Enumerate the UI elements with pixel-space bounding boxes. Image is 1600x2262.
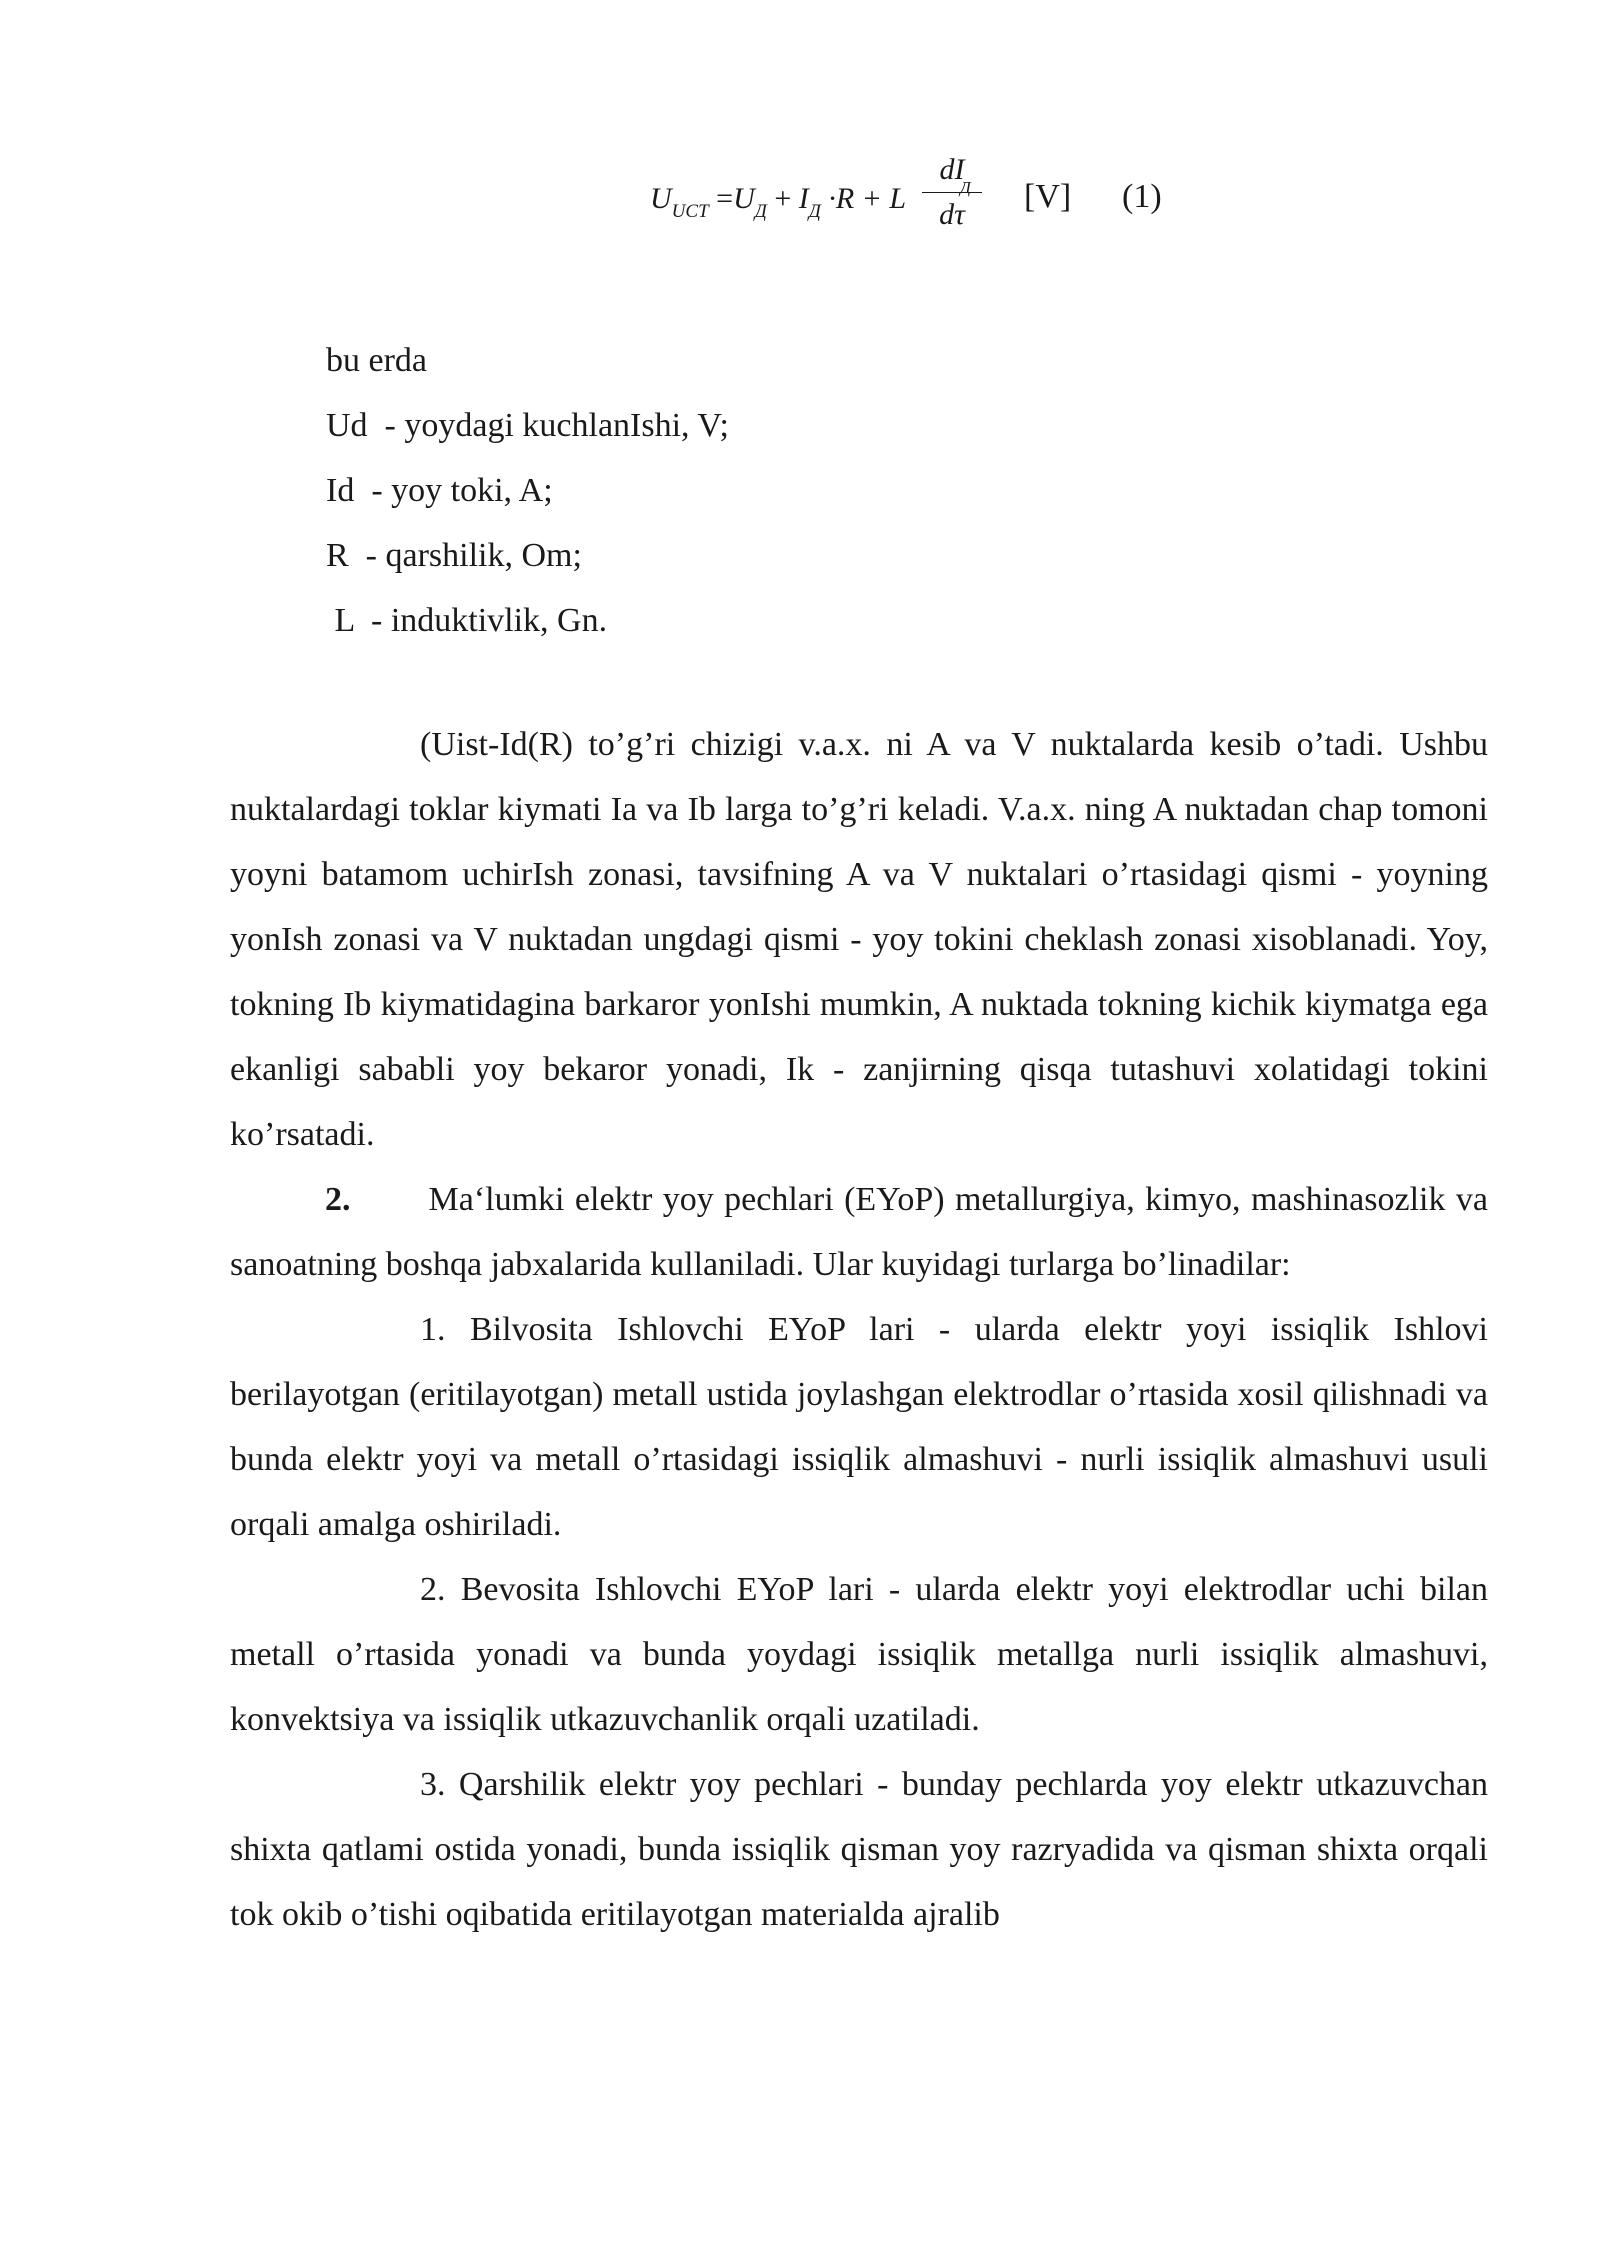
- formula-i-sub: Д: [808, 201, 821, 222]
- definition-intro: bu erda: [326, 342, 428, 379]
- definition-id: Id - yoy toki, A;: [326, 472, 553, 509]
- definition-r: R - qarshilik, Om;: [326, 537, 582, 574]
- paragraph-indirect: 1. Bilvosita Ishlovchi EYoP lari - ularda elektr yoyi issiqlik Ishlovi berilayotgan (eritilayotgan) metall ustida joylashgan elektrodlar o’rtasida xosil qilishnadi va bunda elektr yoyi va metall o’rtasidagi issiqlik almashuvi - nurli issiqlik almashuvi usuli orqali amalga oshiriladi.: [230, 1311, 1488, 1543]
- formula-eq: =: [708, 182, 734, 215]
- formula-1: [650, 150, 1250, 260]
- definitions-list: [326, 328, 729, 653]
- paragraph-resistance: 3. Qarshilik elektr yoy pechlari - bunday pechlarda yoy elektr utkazuvchan shixta qatlami ostida yonadi, bunda issiqlik qisman yoy razryadida va qisman shixta orqali tok okib o’tishi oqibatida eritilayotgan materialda ajralib: [230, 1766, 1488, 1933]
- definition-l: L - induktivlik, Gn.: [326, 602, 608, 639]
- formula-ud: U: [733, 182, 755, 215]
- definition-ud: Ud - yoydagi kuchlanIshi, V;: [326, 407, 729, 444]
- formula-numerator-sub: Д: [960, 178, 971, 197]
- paragraph-vax: (Uist-Id(R) to’g’ri chizigi v.a.x. ni A va V nuktalarda kesib o’tadi. Ushbu nuktalardagi toklar kiymati Ia va Ib larga to’g’ri keladi. V.a.x. ning A nuktadan chap tomoni yoyni batamom uchirIsh zonasi, tavsifning A va V nuktalari o’rtasidagi qismi - yoyning yonIsh zonasi va V nuktadan ungdagi qismi - yoy tokini cheklash zonasi xisoblanadi. Yoy, tokning Ib kiymatidagina barkaror yonIshi mumkin, A nuktada tokning kichik kiymatga ega ekanligi sababli yoy bekaror yonadi, Ik - zanjirning qisqa tutashuvi xolatidagi tokini ko’rsatadi.: [230, 726, 1488, 1153]
- formula-rest: ·R + L: [820, 182, 907, 215]
- formula-number: (1): [1122, 178, 1162, 215]
- formula-expression: [650, 182, 907, 222]
- formula-ud-sub: Д: [754, 201, 767, 222]
- formula-numerator: dI: [939, 153, 965, 186]
- formula-fraction: [922, 150, 982, 233]
- fraction-bar: [922, 192, 982, 193]
- formula-i: I: [798, 182, 809, 215]
- formula-u: U: [650, 182, 672, 215]
- paragraph-eyop-intro: [230, 1167, 1488, 1297]
- body-text: [230, 712, 1488, 1947]
- formula-plus: +: [766, 182, 799, 215]
- formula-u-sub: UCT: [671, 201, 709, 222]
- section-number: 2.: [325, 1181, 351, 1218]
- paragraph-eyop-text: Ma‘lumki elektr yoy pechlari (EYoP) metallurgiya, kimyo, mashinasozlik va sanoatning boshqa jabxalarida kullaniladi. Ular kuyidagi turlarga bo’linadilar:: [230, 1181, 1488, 1283]
- formula-unit: [V]: [1024, 178, 1072, 215]
- paragraph-direct: 2. Bevosita Ishlovchi EYoP lari - ularda elektr yoyi elektrodlar uchi bilan metall o’rtasida yonadi va bunda yoydagi issiqlik metallga nurli issiqlik almashuvi, konvektsiya va issiqlik utkazuvchanlik orqali uzatiladi.: [230, 1571, 1488, 1738]
- formula-denominator: dτ: [939, 198, 965, 231]
